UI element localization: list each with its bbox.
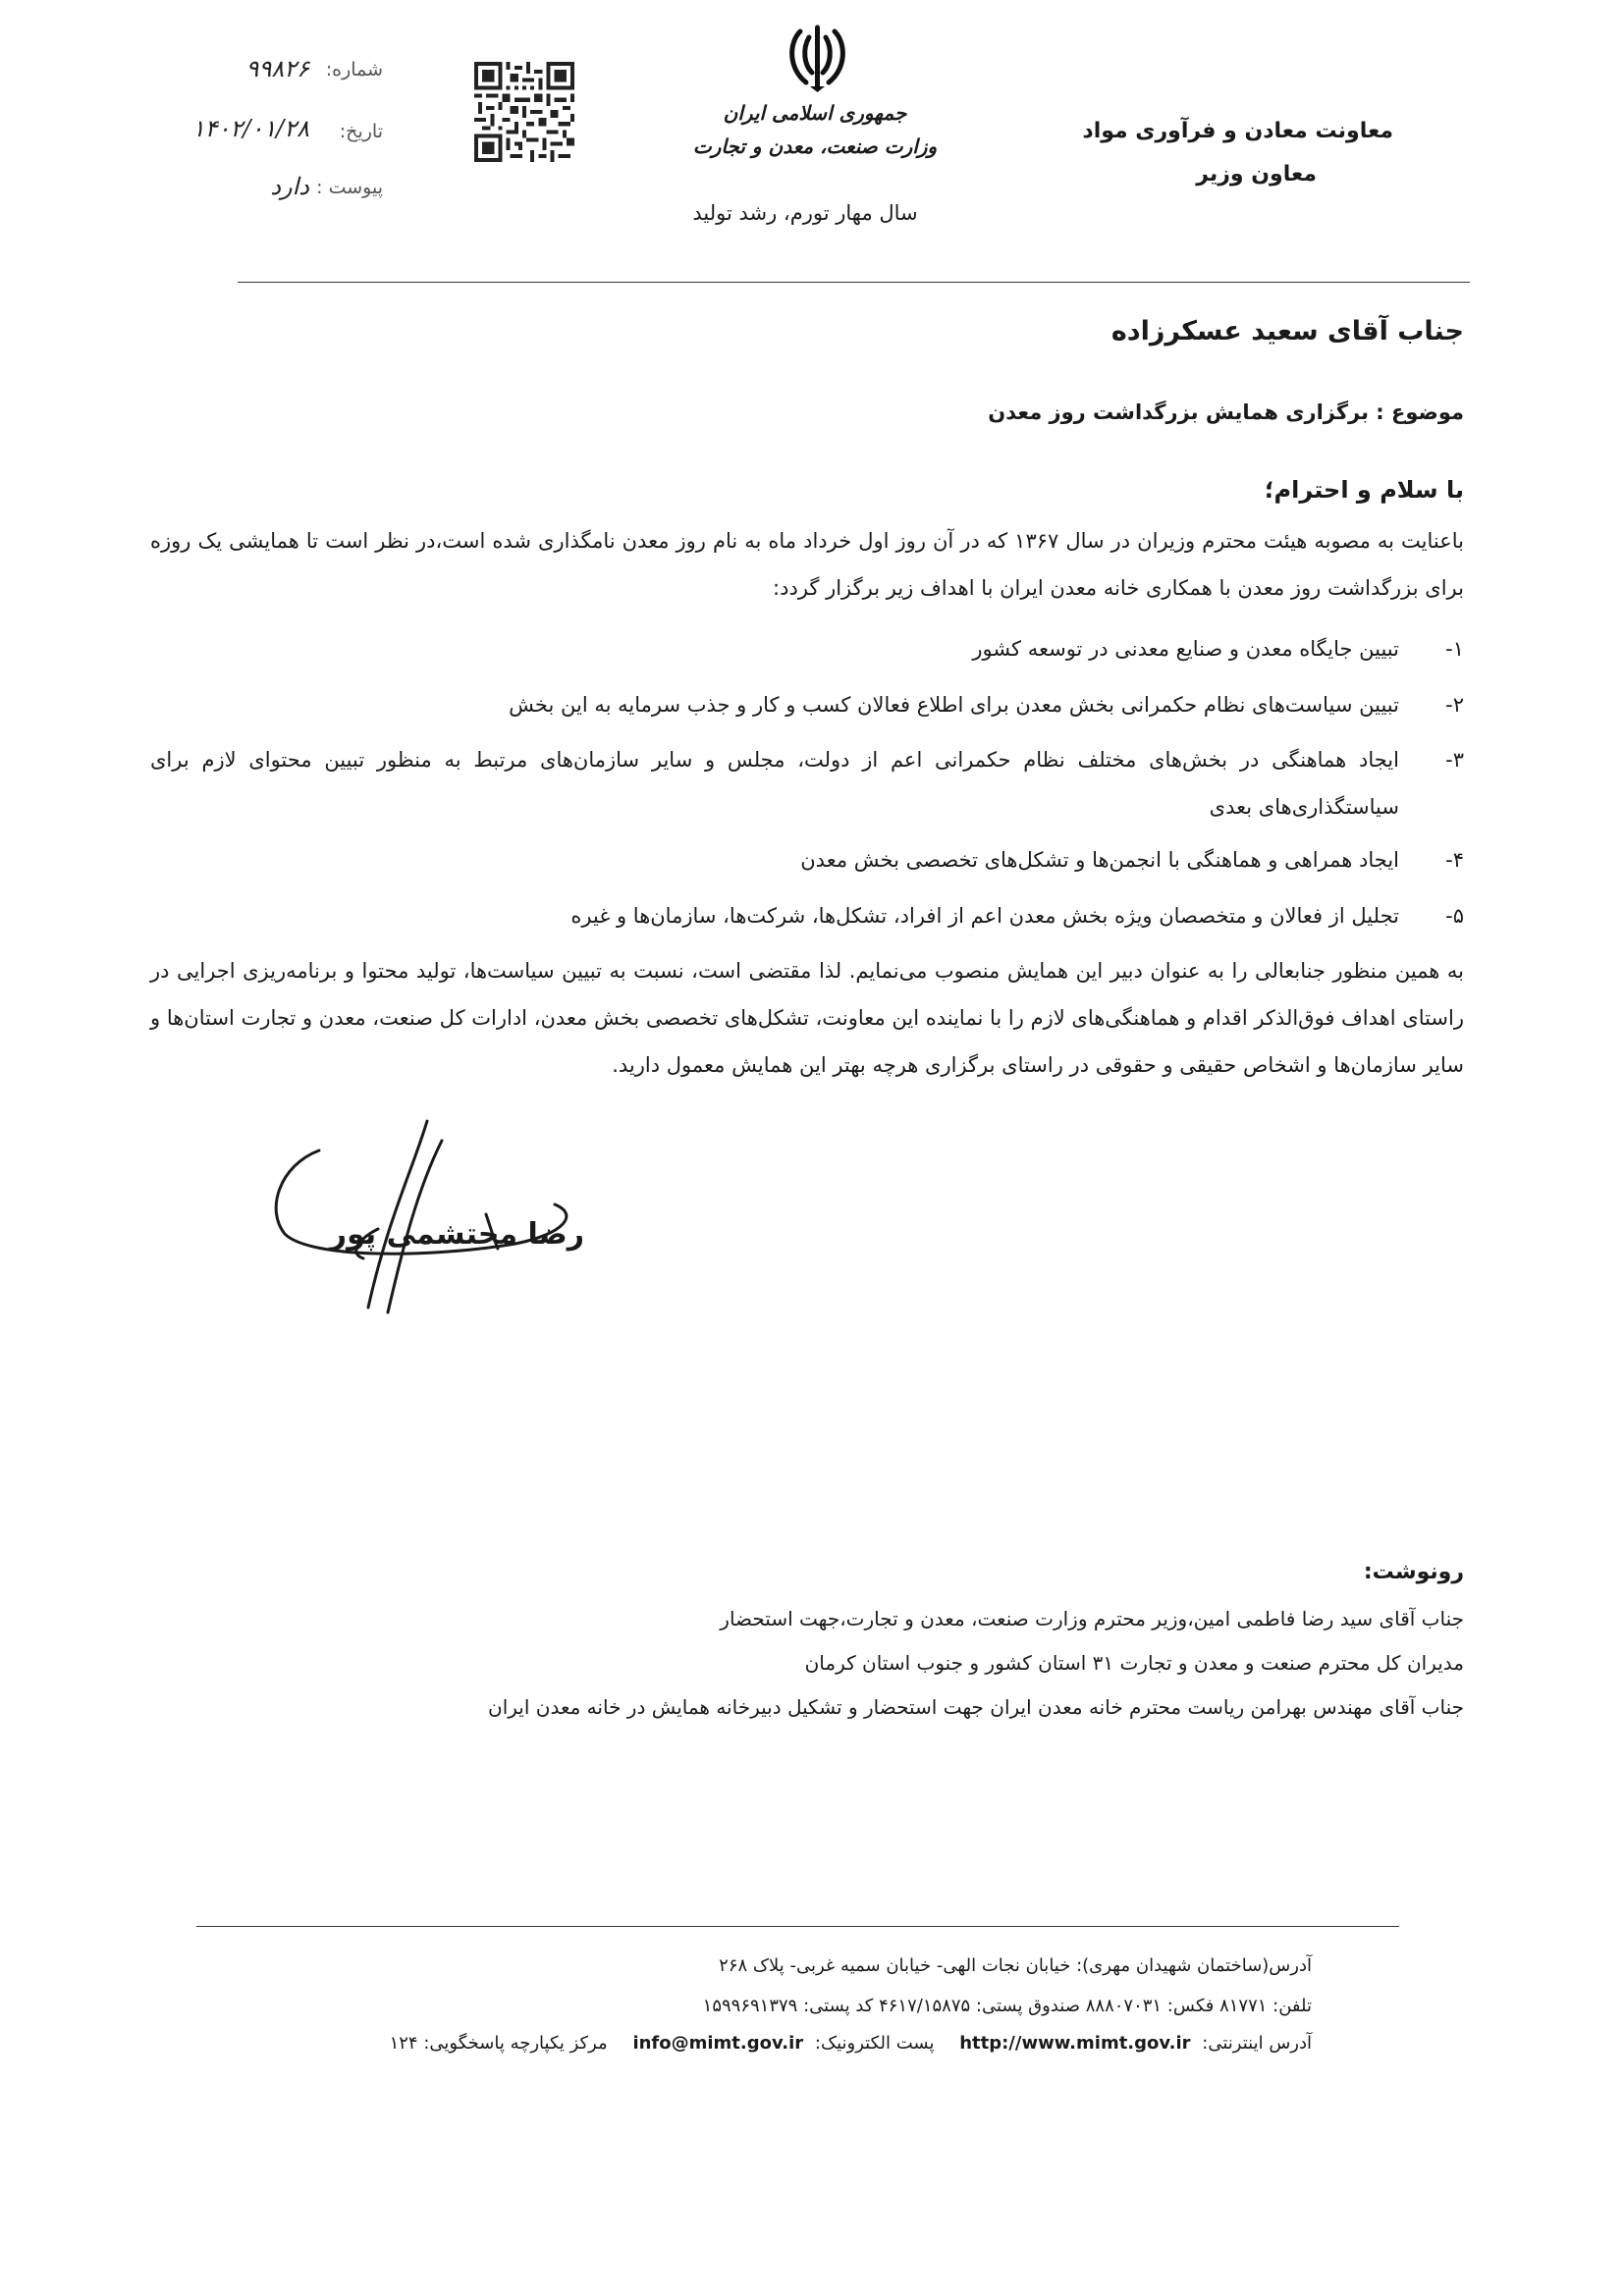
cc-line: جناب آقای مهندس بهرامن ریاست محترم خانه معدن ایران جهت استحضار و تشکیل دبیرخانه همایش در خانه معدن ایران — [488, 1695, 1464, 1719]
website-link[interactable]: http://www.mimt.gov.ir — [959, 2033, 1191, 2054]
list-item-number: ۳- — [1445, 748, 1464, 772]
intro-paragraph: باعنایت به مصوبه هیئت محترم وزیران در سال ۱۳۶۷ که در آن روز اول خرداد ماه به نام روز معدن نامگذاری شده است،در نظر است تا همایشی یک روزه برای بزرگداشت روز معدن با همکاری خانه معدن ایران با اهداف زیر برگزار گردد: — [150, 529, 1464, 600]
email-link[interactable]: info@mimt.gov.ir — [632, 2033, 804, 2054]
department-block — [1040, 110, 1393, 196]
government-name: جمهوری اسلامی ایران — [723, 101, 907, 125]
letter-attachment-value: دارد — [270, 173, 309, 200]
website-label: آدرس اینترنتی: — [1202, 2033, 1312, 2054]
footer-contacts — [134, 2024, 1312, 2063]
callcenter-info: مرکز یکپارچه پاسخگویی: ۱۲۴ — [389, 2033, 608, 2054]
signature-image — [241, 1111, 614, 1327]
subject-line: موضوع : برگزاری همایش بزرگداشت روز معدن — [988, 400, 1464, 424]
list-item-number: ۱- — [1445, 637, 1464, 661]
email-label: پست الکترونیک: — [814, 2033, 935, 2054]
cc-line: جناب آقای سید رضا فاطمی امین،وزیر محترم وزارت صنعت، معدن و تجارت،جهت استحضار — [720, 1607, 1464, 1630]
ministry-header — [687, 96, 943, 163]
list-item-number: ۲- — [1445, 693, 1464, 717]
cc-title: رونوشت: — [1363, 1560, 1464, 1584]
letter-number-value: ۹۹۸۲۶ — [245, 55, 309, 82]
closing-paragraph: به همین منظور جنابعالی را به عنوان دبیر این همایش منصوب می‌نمایم. لذا مقتضی است، نسبت به تبیین سیاست‌ها، تولید محتوا و برنامه‌ریزی اجرایی در راستای اهداف فوق‌الذکر اقدام و هماهنگی‌های لازم را با نماینده این معاونت، تشکل‌های تخصصی بخش معدن، ادارات کل صنعت، معدن و تجارت استان‌ها و سایر سازمان‌ها و اشخاص حقیقی و حقوقی در راستای برگزاری هرچه بهتر این همایش معمول دارید. — [150, 959, 1464, 1077]
recipient-line: جناب آقای سعید عسکرزاده — [1110, 316, 1464, 347]
ministry-name: وزارت صنعت، معدن و تجارت — [692, 134, 938, 158]
letter-date-value: ۱۴۰۲/۰۱/۲۸ — [191, 115, 309, 142]
year-slogan: سال مهار تورم، رشد تولید — [692, 201, 918, 225]
letter-number — [147, 55, 383, 98]
list-item-text: تجلیل از فعالان و متخصصان ویژه بخش معدن اعم از افراد، تشکل‌ها، شرکت‌ها، سازمان‌ها و غیره — [570, 904, 1399, 928]
header-divider — [238, 282, 1470, 283]
iran-emblem-icon — [781, 22, 854, 95]
department-role: معاون وزیر — [1196, 162, 1317, 187]
svg-text:رضا محتشمی پور: رضا محتشمی پور — [329, 1217, 584, 1252]
letter-date — [147, 115, 383, 160]
list-item-number: ۴- — [1445, 848, 1464, 872]
list-item-text: تبیین سیاست‌های نظام حکمرانی بخش معدن برای اطلاع فعالان کسب و کار و جذب سرمایه به این بخش — [509, 693, 1399, 717]
list-item-text: ایجاد همراهی و هماهنگی با انجمن‌ها و تشکل‌های تخصصی بخش معدن — [800, 848, 1399, 872]
qr-code-icon — [474, 62, 574, 162]
cc-line: مدیران کل محترم صنعت و معدن و تجارت ۳۱ استان کشور و جنوب استان کرمان — [804, 1651, 1464, 1675]
letter-attachment — [147, 173, 383, 216]
list-item-number: ۵- — [1445, 904, 1464, 928]
letter-attachment-label: پیوست : — [316, 177, 383, 198]
letter-date-label: تاریخ: — [339, 121, 383, 142]
letter-number-label: شماره: — [325, 59, 383, 80]
greeting-line: با سلام و احترام؛ — [1264, 476, 1464, 504]
department-name: معاونت معادن و فرآوری مواد — [1082, 119, 1393, 143]
footer-address: آدرس(ساختمان شهیدان مهری): خیابان نجات الهی- خیابان سمیه غربی- پلاک ۲۶۸ — [719, 1955, 1312, 1976]
footer-phone: تلفن: ۸۱۷۷۱ فکس: ۸۸۸۰۷۰۳۱ صندوق پستی: ۴۶۱۷/۱۵۸۷۵ کد پستی: ۱۵۹۹۶۹۱۳۷۹ — [702, 1996, 1312, 2016]
footer-divider — [196, 1926, 1399, 1927]
list-item-text: تبیین جایگاه معدن و صنایع معدنی در توسعه کشور — [972, 637, 1399, 661]
list-item-text: ایجاد هماهنگی در بخش‌های مختلف نظام حکمرانی اعم از دولت، مجلس و سایر سازمان‌های مرتبط به منظور تبیین محتوای لازم برای سیاستگذاری‌های بعدی — [150, 748, 1399, 819]
